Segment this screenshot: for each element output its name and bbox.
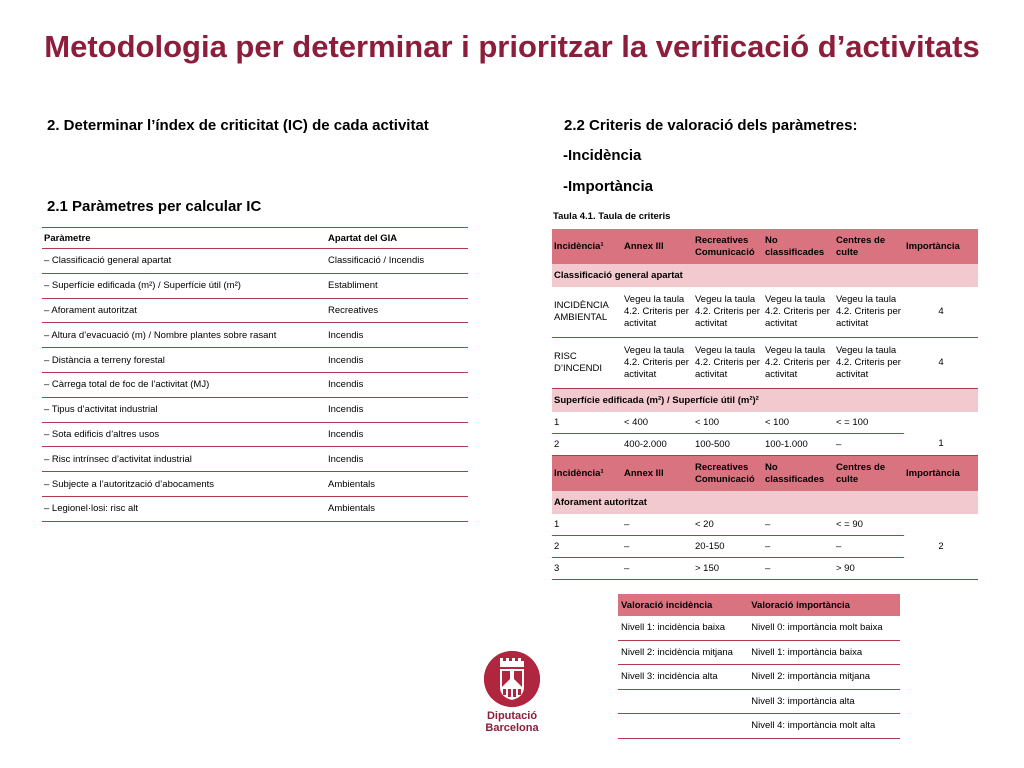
table-cell: Nivell 2: incidència mitjana xyxy=(618,640,748,665)
table-cell: Recreatives xyxy=(326,298,468,323)
table-cell: Vegeu la taula 4.2. Criteris per activitat xyxy=(834,287,904,338)
col-header: No classificades xyxy=(763,456,834,492)
section-label: Classificació general apartat xyxy=(552,264,978,287)
col-header: Recreatives Comunicació xyxy=(693,456,763,492)
table-cell: – Altura d’evacuació (m) / Nombre plantes sobre rasant xyxy=(42,323,326,348)
table-cell: > 90 xyxy=(834,558,904,580)
table-cell xyxy=(618,689,748,714)
table-cell: Vegeu la taula 4.2. Criteris per activitat xyxy=(763,338,834,389)
col-header: Importància xyxy=(904,229,978,264)
table-cell: – Legionel·losi: risc alt xyxy=(42,496,326,521)
table-header-row xyxy=(618,594,900,616)
table-cell: 100-1.000 xyxy=(763,434,834,456)
table-row xyxy=(42,273,468,298)
table-header-row xyxy=(42,228,468,249)
table-cell: – Subjecte a l’autorització d’abocaments xyxy=(42,472,326,497)
table-cell: < = 90 xyxy=(834,514,904,536)
table-cell: – xyxy=(834,434,904,456)
levels-table xyxy=(618,594,900,739)
table-header-row xyxy=(552,229,978,264)
table-cell: Nivell 1: importància baixa xyxy=(748,640,900,665)
table-row xyxy=(552,434,978,456)
col-header: Importància xyxy=(904,456,978,492)
col-header-gia: Apartat del GIA xyxy=(326,228,468,249)
table-row xyxy=(552,338,978,389)
table-row xyxy=(618,640,900,665)
table-row xyxy=(42,496,468,521)
table-cell: Ambientals xyxy=(326,472,468,497)
table-cell: Nivell 2: importància mitjana xyxy=(748,665,900,690)
diputacio-logo-emblem xyxy=(484,651,540,707)
table-row xyxy=(42,397,468,422)
section-row xyxy=(552,491,978,514)
shield-icon xyxy=(484,651,540,707)
table-row xyxy=(618,616,900,640)
table-cell: INCIDÈNCIA AMBIENTAL xyxy=(552,287,622,338)
table-cell: Incendis xyxy=(326,372,468,397)
table-cell: Incendis xyxy=(326,323,468,348)
col-header-incidence: Valoració incidència xyxy=(618,594,748,616)
table-cell: < 100 xyxy=(693,412,763,434)
importance-cell: 1 xyxy=(904,434,978,456)
table-cell: 1 xyxy=(552,412,622,434)
table-cell: Vegeu la taula 4.2. Criteris per activitat xyxy=(763,287,834,338)
col-header: Incidència¹ xyxy=(552,456,622,492)
table-row xyxy=(618,665,900,690)
section-label: Superfície edificada (m²) / Superfície útil (m²)² xyxy=(552,389,978,413)
table-row xyxy=(42,447,468,472)
section-label: Aforament autoritzat xyxy=(552,491,978,514)
table-cell: Vegeu la taula 4.2. Criteris per activitat xyxy=(622,338,693,389)
table-cell: – Càrrega total de foc de l’activitat (MJ) xyxy=(42,372,326,397)
table-cell: < 100 xyxy=(763,412,834,434)
page-title: Metodologia per determinar i prioritzar la verificació d’activitats xyxy=(44,29,980,64)
col-header: Centres de culte xyxy=(834,229,904,264)
table-cell xyxy=(618,714,748,739)
logo-line-1: Diputació xyxy=(486,710,538,722)
table-cell: Establiment xyxy=(326,273,468,298)
table-cell: Nivell 1: incidència baixa xyxy=(618,616,748,640)
table-cell: – xyxy=(834,536,904,558)
table-row xyxy=(552,514,978,536)
table-cell: Vegeu la taula 4.2. Criteris per activitat xyxy=(693,287,763,338)
table-cell: < 400 xyxy=(622,412,693,434)
table-row xyxy=(552,287,978,338)
table-cell: 100-500 xyxy=(693,434,763,456)
logo-line-2: Barcelona xyxy=(485,722,539,734)
table-cell: 400-2.000 xyxy=(622,434,693,456)
table-cell xyxy=(904,412,978,434)
table-cell: Nivell 3: incidència alta xyxy=(618,665,748,690)
table-cell: – Risc intrínsec d’activitat industrial xyxy=(42,447,326,472)
table-cell: > 150 xyxy=(693,558,763,580)
table-row xyxy=(618,689,900,714)
importance-cell: 2 xyxy=(904,514,978,580)
table-cell: 3 xyxy=(552,558,622,580)
table-cell: – Classificació general apartat xyxy=(42,249,326,274)
criteria-table xyxy=(552,229,978,580)
table-cell: Nivell 3: importància alta xyxy=(748,689,900,714)
col-header: Annex III xyxy=(622,456,693,492)
section-row xyxy=(552,389,978,413)
table-cell: – Tipus d’activitat industrial xyxy=(42,397,326,422)
table-cell: RISC D’INCENDI xyxy=(552,338,622,389)
table-cell: Vegeu la taula 4.2. Criteris per activitat xyxy=(693,338,763,389)
bullet-incidencia: -Incidència xyxy=(563,147,642,164)
table-cell: Vegeu la taula 4.2. Criteris per activitat xyxy=(834,338,904,389)
table-cell: – xyxy=(763,536,834,558)
table-cell: – xyxy=(622,514,693,536)
table-cell: – xyxy=(622,558,693,580)
importance-cell: 4 xyxy=(904,287,978,338)
table-cell: Classificació / Incendis xyxy=(326,249,468,274)
bullet-importancia: -Importància xyxy=(563,178,654,195)
importance-cell: 4 xyxy=(904,338,978,389)
col-header: Annex III xyxy=(622,229,693,264)
table-row xyxy=(552,412,978,434)
table-cell: Incendis xyxy=(326,447,468,472)
col-header: Centres de culte xyxy=(834,456,904,492)
table-row xyxy=(42,348,468,373)
table-header-row xyxy=(552,456,978,492)
table-cell: Incendis xyxy=(326,397,468,422)
table-cell: 2 xyxy=(552,536,622,558)
table-cell: 2 xyxy=(552,434,622,456)
table-cell: Vegeu la taula 4.2. Criteris per activitat xyxy=(622,287,693,338)
table-cell: < = 100 xyxy=(834,412,904,434)
table-cell: Incendis xyxy=(326,422,468,447)
table-cell: Ambientals xyxy=(326,496,468,521)
table-cell: – Aforament autoritzat xyxy=(42,298,326,323)
table-cell: – Sota edificis d’altres usos xyxy=(42,422,326,447)
table-caption: Taula 4.1. Taula de criteris xyxy=(553,211,671,222)
table-cell: – xyxy=(622,536,693,558)
col-header-parameter: Paràmetre xyxy=(42,228,326,249)
table-cell: 1 xyxy=(552,514,622,536)
table-cell: Nivell 0: importància molt baixa xyxy=(748,616,900,640)
table-row xyxy=(42,472,468,497)
col-header-importance: Valoració importància xyxy=(748,594,900,616)
section-heading-parameters: 2.1 Paràmetres per calcular IC xyxy=(47,198,262,215)
col-header: No classificades xyxy=(763,229,834,264)
parameters-table xyxy=(42,227,468,522)
section-row xyxy=(552,264,978,287)
table-cell: – Distància a terreny forestal xyxy=(42,348,326,373)
table-cell: Nivell 4: importància molt alta xyxy=(748,714,900,739)
table-cell: – Superfície edificada (m²) / Superfície útil (m²) xyxy=(42,273,326,298)
diputacio-logo-text xyxy=(470,710,554,734)
col-header: Incidència¹ xyxy=(552,229,622,264)
table-cell: – xyxy=(763,558,834,580)
section-heading-ic: 2. Determinar l’índex de criticitat (IC) de cada activitat xyxy=(47,117,429,134)
table-cell: Incendis xyxy=(326,348,468,373)
table-row xyxy=(42,323,468,348)
table-row xyxy=(42,249,468,274)
table-row xyxy=(42,422,468,447)
table-cell: – xyxy=(763,514,834,536)
table-row xyxy=(42,372,468,397)
table-cell: < 20 xyxy=(693,514,763,536)
table-row xyxy=(42,298,468,323)
col-header: Recreatives Comunicació xyxy=(693,229,763,264)
section-heading-criteria: 2.2 Criteris de valoració dels paràmetres: xyxy=(564,117,858,134)
table-row xyxy=(618,714,900,739)
table-cell: 20-150 xyxy=(693,536,763,558)
